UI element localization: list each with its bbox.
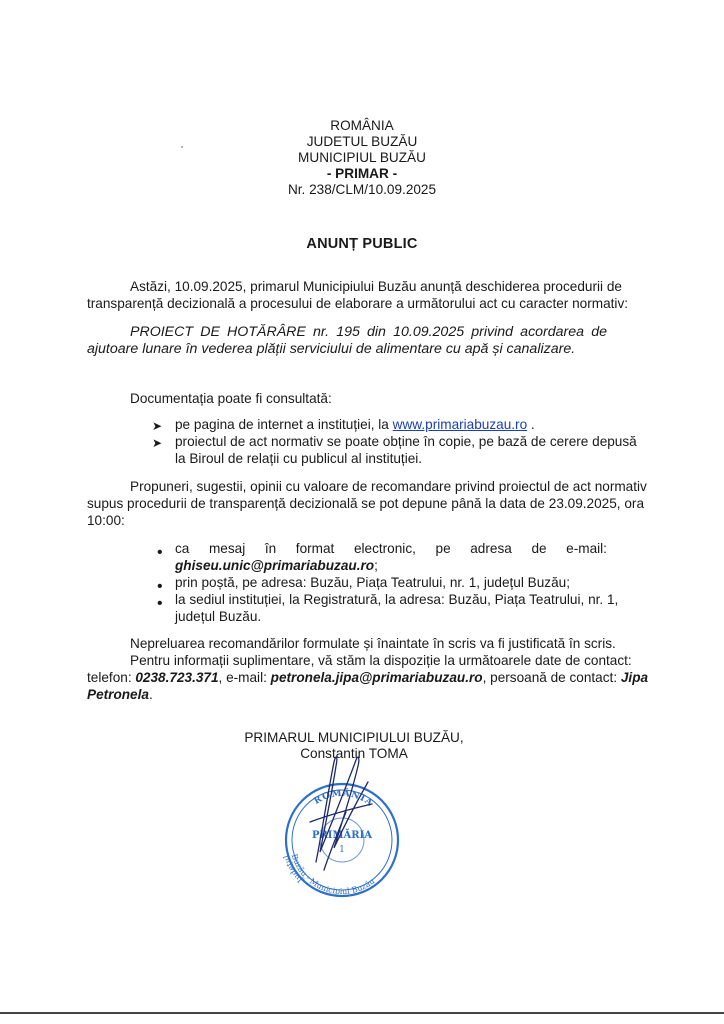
svg-text:Buzău - Municipiul Buzău bbox=[290, 853, 377, 896]
channel-post: prin poștă, pe adresa: Buzău, Piața Teatrului, nr. 1, județul Buzău; bbox=[175, 575, 570, 590]
channel-email-line-2 bbox=[175, 558, 378, 573]
signature-role: PRIMARUL MUNICIPIULUI BUZĂU, bbox=[244, 730, 464, 745]
bullet-icon: • bbox=[157, 578, 163, 595]
header-reg-number: Nr. 238/CLM/10.09.2025 bbox=[287, 182, 437, 197]
bullet-icon: • bbox=[157, 544, 163, 561]
documentation-item-1-suffix: . bbox=[527, 417, 535, 432]
contact-person-last: Petronela bbox=[87, 687, 149, 702]
documentation-item-2-line-1: proiectul de act normativ se poate obține în copie, pe bază de cerere depusă bbox=[175, 434, 637, 449]
email-label: , e-mail: bbox=[218, 670, 271, 685]
proposals-line-1: Propuneri, sugestii, opinii cu valoare de recomandare privind proiectul de act normativ bbox=[130, 479, 647, 494]
channel-word: de bbox=[531, 541, 547, 556]
header-municipality: MUNICIPIUL BUZĂU bbox=[298, 150, 426, 165]
intro-line-2: transparență decizională a procesului de elaborare a următorului act cu caracter normativ: bbox=[87, 296, 629, 311]
documentation-item-2-line-2: la Biroul de relații cu publicul al instituției. bbox=[175, 451, 423, 466]
documentation-heading: Documentația poate fi consultată: bbox=[130, 391, 332, 406]
channel-word: e-mail: bbox=[566, 541, 607, 556]
closing-line-1: Nepreluarea recomandărilor formulate și înaintate în scris va fi justificată în scris. bbox=[130, 636, 616, 651]
stamp-number: 1 bbox=[339, 845, 345, 855]
channel-word: electronic, bbox=[353, 541, 416, 556]
documentation-item-1 bbox=[175, 417, 535, 432]
website-link[interactable]: www.primariabuzau.ro bbox=[392, 417, 528, 432]
intro-line-1: Astăzi, 10.09.2025, primarul Municipiului Buzău anunță deschiderea procedurii de bbox=[130, 279, 622, 294]
header-office: - PRIMAR - bbox=[326, 166, 398, 181]
closing-line-2: Pentru informații suplimentare, vă stăm la dispoziție la următoarele date de contact: bbox=[130, 653, 632, 668]
project-line-1: PROIECT DE HOTĂRÂRE nr. 195 din 10.09.2025 privind acordarea de bbox=[130, 324, 607, 340]
contact-email[interactable]: petronela.jipa@primariabuzau.ro bbox=[270, 670, 483, 685]
project-line-2: ajutoare lunare în vederea plății serviciului de alimentare cu apă și canalizare. bbox=[87, 341, 576, 357]
channel-email-line-1 bbox=[175, 541, 607, 556]
contact-line-2 bbox=[87, 687, 153, 702]
page-bottom-border bbox=[0, 1012, 724, 1014]
stamp-center-text: PRIMĂRIA bbox=[311, 830, 373, 841]
submission-email[interactable]: ghiseu.unic@primariabuzau.ro bbox=[175, 558, 375, 573]
documentation-item-1-prefix: pe pagina de internet a instituției, la bbox=[175, 417, 393, 432]
stamp-bottom-text: Buzău - Municipiul Buzău bbox=[289, 852, 377, 897]
contact-period: . bbox=[148, 687, 153, 702]
contact-line bbox=[87, 670, 648, 685]
phone-label: telefon: bbox=[87, 670, 136, 685]
official-stamp bbox=[276, 752, 406, 902]
stamp-left-text: Județul bbox=[281, 854, 305, 885]
channel-word: adresa bbox=[470, 541, 512, 556]
channel-word: ca bbox=[175, 541, 190, 556]
header-county: JUDETUL BUZĂU bbox=[306, 134, 418, 149]
channel-word: mesaj bbox=[208, 541, 246, 556]
channel-registry-line-1: la sediul instituției, la Registratură, la adresa: Buzău, Piața Teatrului, nr. 1, bbox=[175, 592, 619, 607]
proposals-line-3: 10:00: bbox=[87, 513, 125, 528]
stamp-top-text: ROMÂNIA bbox=[312, 788, 375, 809]
contact-person-first: Jipa bbox=[620, 670, 649, 685]
proposals-line-2: supus procedurii de transparență decizională se pot depune până la data de 23.09.2025, ora bbox=[87, 496, 644, 511]
channel-email-suffix: ; bbox=[374, 558, 378, 573]
channel-word: în bbox=[264, 541, 277, 556]
channel-registry-line-2: județul Buzău. bbox=[175, 609, 262, 624]
arrow-bullet-icon: ➤ bbox=[152, 419, 163, 433]
person-label: , persoană de contact: bbox=[482, 670, 621, 685]
channel-word: format bbox=[295, 541, 335, 556]
channel-word: pe bbox=[435, 541, 451, 556]
signature-name: Constantin TOMA bbox=[300, 746, 408, 761]
header-country: ROMÂNIA bbox=[330, 118, 394, 133]
phone-number[interactable]: 0238.723.371 bbox=[135, 670, 219, 685]
page-title: ANUNȚ PUBLIC bbox=[306, 236, 418, 252]
bullet-icon: • bbox=[157, 595, 163, 612]
arrow-bullet-icon: ➤ bbox=[152, 436, 163, 450]
